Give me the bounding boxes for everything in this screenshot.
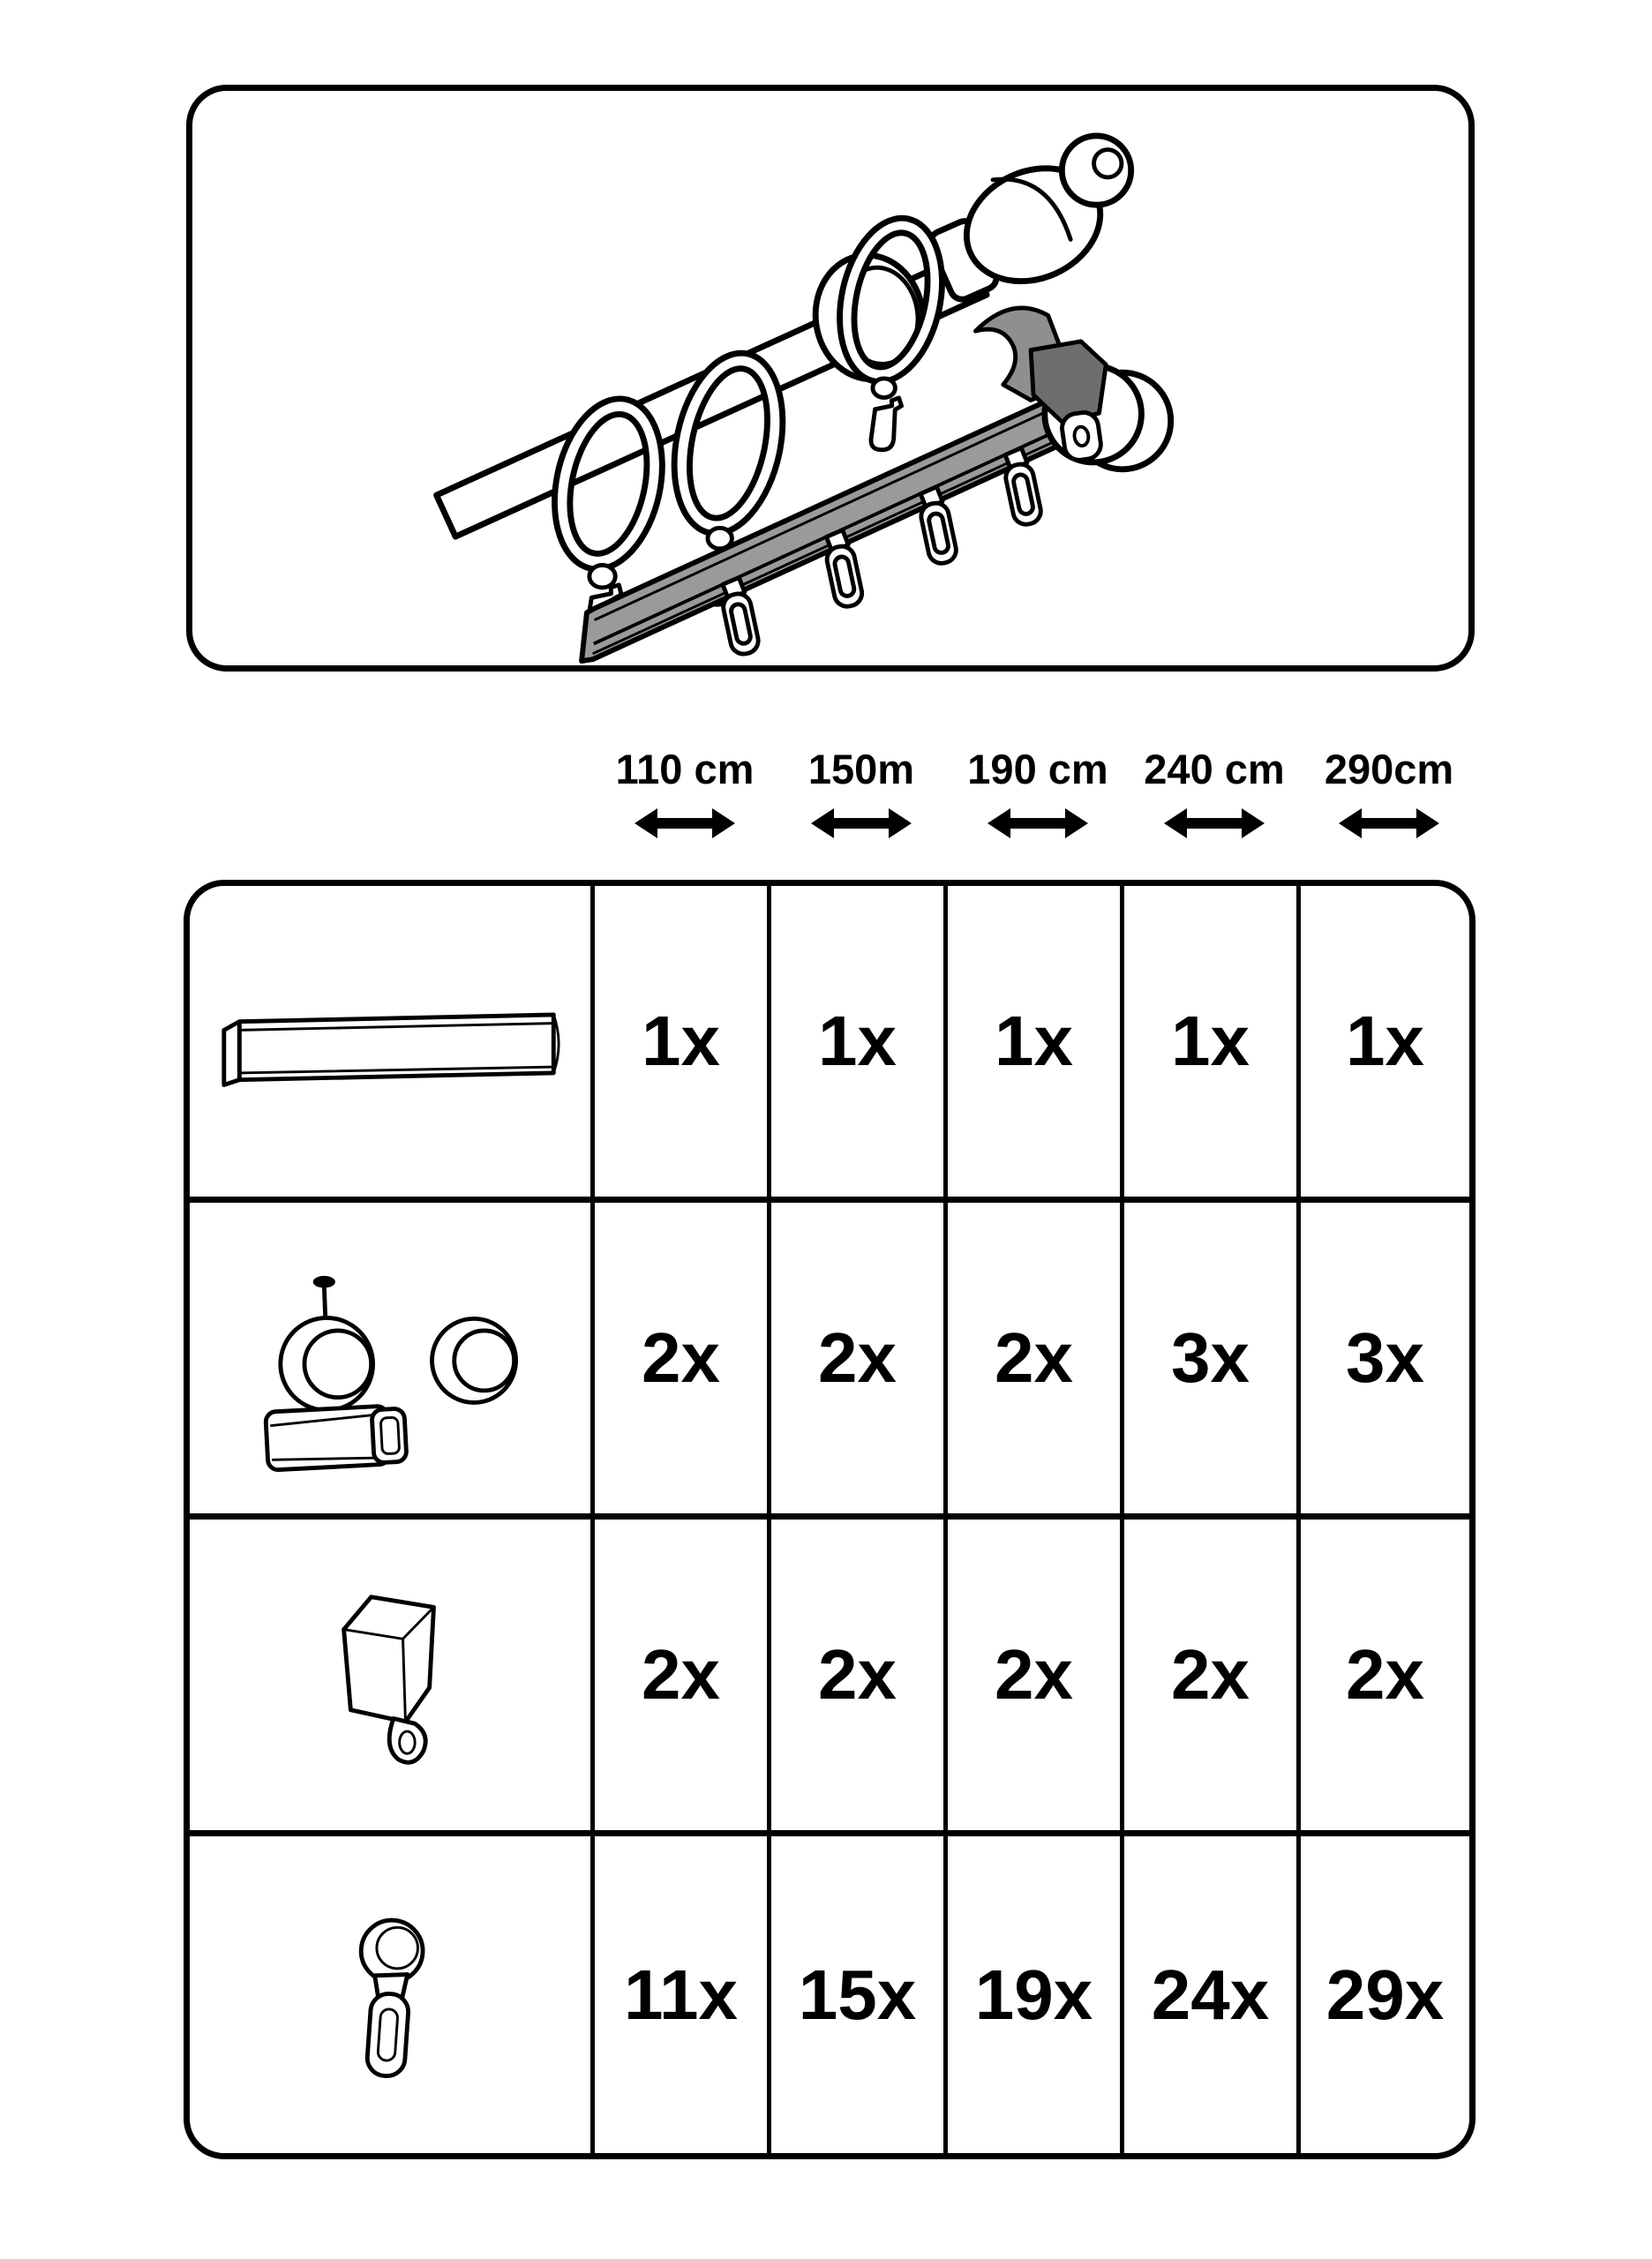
quantity: 11x — [623, 1955, 739, 2034]
quantity: 1x — [1346, 1002, 1424, 1080]
quantity: 2x — [642, 1635, 720, 1714]
quantity-cell — [948, 1520, 1124, 1836]
table-row-part-cell — [190, 1836, 595, 2153]
quantity: 2x — [818, 1318, 897, 1397]
quantity-cell — [1124, 1203, 1301, 1520]
horizontal-double-arrow-icon — [986, 805, 1090, 842]
quantity: 19x — [974, 1955, 1093, 2034]
size-label: 150m — [807, 746, 915, 792]
quantity-cell — [1301, 1836, 1469, 2153]
track-glider — [822, 529, 865, 609]
quantity-cell — [595, 886, 771, 1203]
curtain-glider-hook-icon — [190, 1836, 590, 2153]
parts-overview-panel — [186, 85, 1475, 672]
quantity-cell — [948, 886, 1124, 1203]
ring-link — [589, 565, 615, 587]
quantity: 2x — [642, 1318, 720, 1397]
quantity-cell — [1124, 886, 1301, 1203]
size-column-header — [1303, 747, 1476, 861]
bracket-mount-tab — [1060, 410, 1102, 462]
size-label: 110 cm — [615, 746, 755, 792]
quantity-cell — [1301, 1203, 1469, 1520]
quantity-cell — [771, 1520, 948, 1836]
quantity: 2x — [995, 1318, 1073, 1397]
parts-quantity-table — [184, 880, 1476, 2159]
quantity: 2x — [1346, 1635, 1424, 1714]
size-label: 190 cm — [967, 746, 1108, 792]
track-glider — [1000, 447, 1043, 527]
curtain-rod-with-rings-and-track-illustration — [192, 91, 1468, 665]
quantity: 29x — [1325, 1955, 1445, 2034]
quantity-cell — [948, 1836, 1124, 2153]
horizontal-double-arrow-icon — [1162, 805, 1266, 842]
quantity: 24x — [1151, 1955, 1270, 2034]
quantity-cell — [771, 1836, 948, 2153]
horizontal-double-arrow-icon — [809, 805, 913, 842]
quantity: 2x — [1171, 1635, 1250, 1714]
quantity-cell — [771, 1203, 948, 1520]
quantity: 3x — [1346, 1318, 1424, 1397]
quantity-cell — [1301, 1520, 1469, 1836]
table-row-part-cell — [190, 1520, 595, 1836]
ring-link — [873, 379, 895, 398]
horizontal-double-arrow-icon — [633, 805, 737, 842]
horizontal-double-arrow-icon — [1337, 805, 1441, 842]
size-label: 290cm — [1324, 746, 1454, 792]
size-column-header — [950, 747, 1126, 861]
end-bracket-icon — [190, 1520, 590, 1830]
curtain-rod-icon — [190, 886, 590, 1197]
quantity-cell — [595, 1203, 771, 1520]
quantity: 15x — [798, 1955, 917, 2034]
track-glider — [916, 485, 959, 566]
quantity-cell — [948, 1203, 1124, 1520]
quantity-cell — [1124, 1836, 1301, 2153]
quantity: 1x — [642, 1002, 720, 1080]
quantity: 2x — [818, 1635, 897, 1714]
quantity-cell — [771, 886, 948, 1203]
quantity-cell — [1124, 1520, 1301, 1836]
size-column-header — [1126, 747, 1303, 861]
quantity-cell — [595, 1836, 771, 2153]
size-column-header — [773, 747, 950, 861]
quantity: 2x — [995, 1635, 1073, 1714]
quantity-cell — [1301, 886, 1469, 1203]
parts-grid — [190, 886, 1469, 2153]
size-column-header — [597, 747, 773, 861]
table-row-part-cell — [190, 1203, 595, 1520]
quantity: 3x — [1171, 1318, 1250, 1397]
quantity-cell — [595, 1520, 771, 1836]
wall-bracket-with-ring-icon — [190, 1203, 590, 1513]
quantity: 1x — [1171, 1002, 1250, 1080]
quantity: 1x — [818, 1002, 897, 1080]
curtain-clip — [870, 395, 903, 452]
track-glider — [717, 576, 761, 657]
table-row-part-cell — [190, 886, 595, 1203]
quantity: 1x — [995, 1002, 1073, 1080]
size-label: 240 cm — [1144, 746, 1285, 792]
